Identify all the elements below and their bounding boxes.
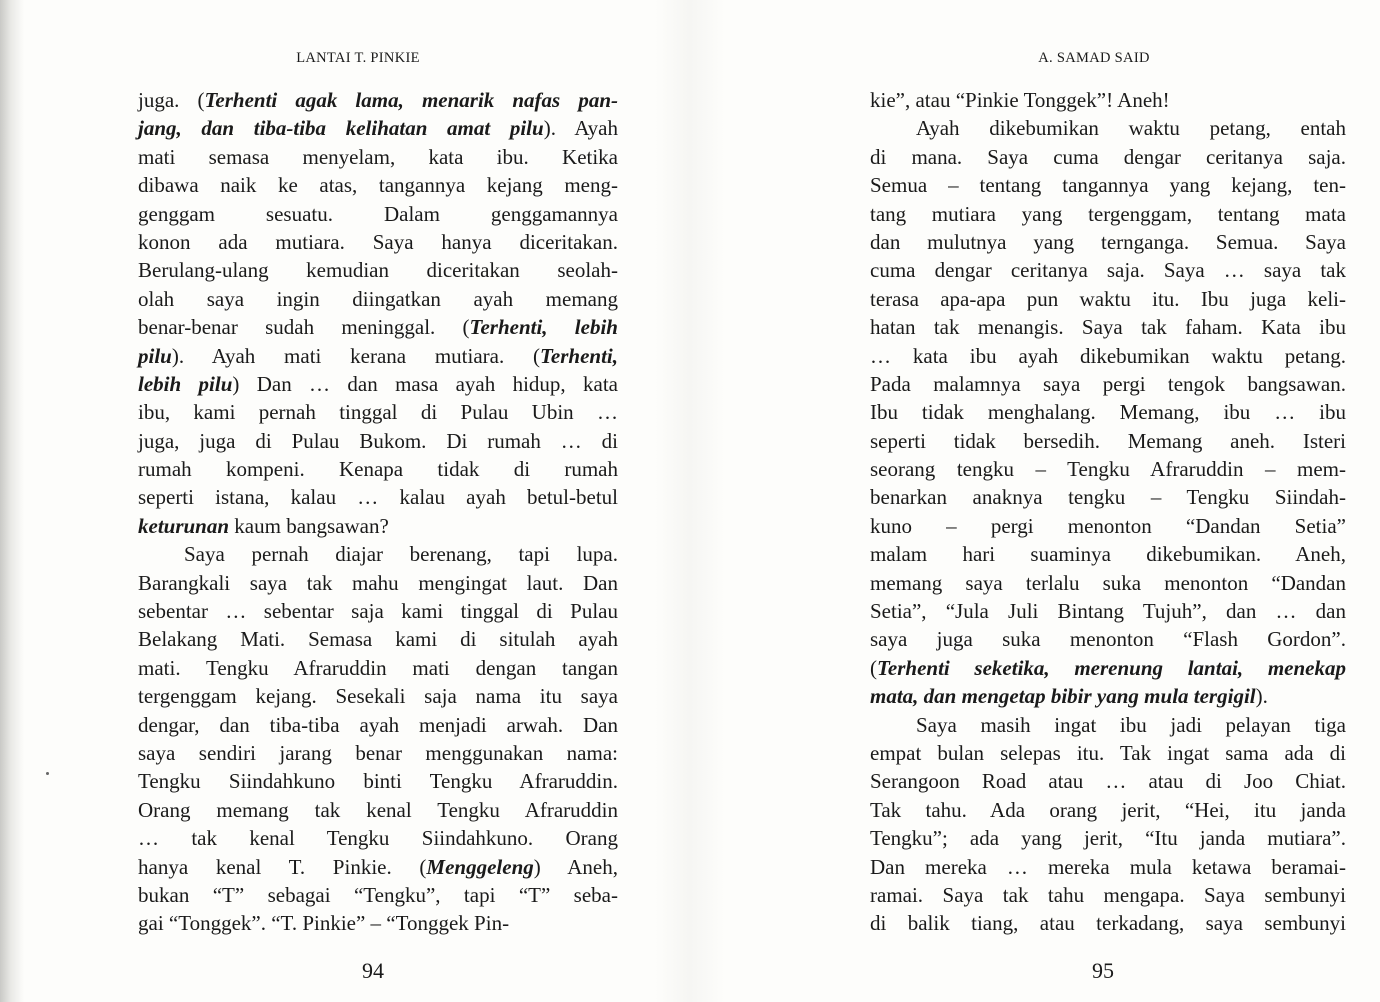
stage-direction: pilu <box>138 343 172 368</box>
text-line <box>138 625 618 653</box>
line-text: Saya pernah diajar berenang, tapi lupa. <box>184 542 618 567</box>
text-line <box>138 86 618 114</box>
text-line <box>870 228 1346 256</box>
line-text: memang saya terlalu suka menonton “Dandan <box>870 570 1346 595</box>
line-text: saya sendiri jarang benar menggunakan nama: <box>138 740 618 765</box>
stage-direction: jang, dan tiba-tiba kelihatan amat pilu <box>138 116 544 141</box>
line-text: seperti tidak bersedih. Memang aneh. Isteri <box>870 428 1346 453</box>
text-line <box>138 143 618 171</box>
text-line <box>138 824 618 852</box>
line-text: Tengku Siindahkuno binti Tengku Afraruddin. <box>138 769 618 794</box>
text-line <box>138 569 618 597</box>
text-line <box>138 228 618 256</box>
text-line <box>870 86 1346 114</box>
line-text: ( <box>870 655 877 680</box>
page-number-left: 94 <box>362 958 384 983</box>
line-text: di balik tiang, atau terkadang, saya sembunyi <box>870 911 1346 936</box>
line-text: olah saya ingin diingatkan ayah memang <box>138 286 618 311</box>
line-text: tang mutiara yang tergenggam, tentang mata <box>870 201 1346 226</box>
stage-direction: lebih pilu <box>138 371 233 396</box>
line-text: hanya kenal T. Pinkie. ( <box>138 854 427 879</box>
text-line <box>870 682 1346 710</box>
line-text: dibawa naik ke atas, tangannya kejang meng- <box>138 173 618 198</box>
text-line <box>870 796 1346 824</box>
text-line <box>138 455 618 483</box>
text-line <box>870 342 1346 370</box>
line-text: seperti istana, kalau … kalau ayah betul-betul <box>138 485 618 510</box>
line-text: ). <box>1255 684 1268 709</box>
text-line <box>870 909 1346 937</box>
line-text: cuma dengar ceritanya saja. Saya … saya tak <box>870 258 1346 283</box>
stage-direction: Terhenti agak lama, menarik nafas pan- <box>204 88 618 112</box>
text-line <box>138 682 618 710</box>
text-line <box>870 398 1346 426</box>
left-page <box>138 0 618 1002</box>
line-text: empat bulan selepas itu. Tak ingat sama ada di <box>870 740 1346 765</box>
line-text: benar-benar sudah meninggal. ( <box>138 315 470 340</box>
text-line <box>870 767 1346 795</box>
line-text: sebentar … sebentar saja kami tinggal di Pulau <box>138 599 618 624</box>
line-text: ) Dan … dan masa ayah hidup, kata <box>232 371 618 396</box>
stage-direction: Terhenti, <box>540 343 618 368</box>
line-text: Orang memang tak kenal Tengku Afraruddin <box>138 797 618 822</box>
stage-direction: Terhenti seketika, merenung lantai, menekap <box>877 655 1346 680</box>
text-line <box>870 313 1346 341</box>
line-text: kie”, atau “Pinkie Tonggek”! Aneh! <box>870 88 1170 112</box>
text-line <box>138 853 618 881</box>
text-line <box>870 256 1346 284</box>
right-page-body <box>870 86 1346 938</box>
line-text: Dan mereka … mereka mula ketawa beramai- <box>870 854 1346 879</box>
text-line <box>870 824 1346 852</box>
line-text: Ayah dikebumikan waktu petang, entah <box>916 116 1346 141</box>
text-line <box>138 398 618 426</box>
line-text: Pada malamnya saya pergi tengok bangsawan. <box>870 371 1346 396</box>
line-text: Saya masih ingat ibu jadi pelayan tiga <box>916 712 1346 737</box>
right-page <box>870 0 1346 1002</box>
line-text: ramai. Saya tak tahu mengapa. Saya sembunyi <box>870 882 1346 907</box>
text-line <box>870 171 1346 199</box>
text-line <box>138 711 618 739</box>
text-line <box>870 540 1346 568</box>
stage-direction: Terhenti, lebih <box>469 315 618 340</box>
line-text: ) Aneh, <box>533 854 619 879</box>
line-text: benarkan anaknya tengku – Tengku Siindah- <box>870 485 1346 510</box>
text-line <box>870 625 1346 653</box>
stage-direction: mata, dan mengetap bibir yang mula tergigil <box>870 684 1256 709</box>
ink-speck <box>46 772 49 775</box>
line-text: Barangkali saya tak mahu mengingat laut. Dan <box>138 570 618 595</box>
text-line <box>138 313 618 341</box>
line-text: dan mulutnya yang ternganga. Semua. Saya <box>870 229 1346 254</box>
line-text: Berulang-ulang kemudian diceritakan seolah- <box>138 258 618 283</box>
line-text: ). Ayah mati kerana mutiara. ( <box>171 343 540 368</box>
text-line <box>870 455 1346 483</box>
text-line <box>138 171 618 199</box>
running-head-right: A. SAMAD SAID <box>1038 50 1150 66</box>
text-line <box>870 597 1346 625</box>
text-line <box>138 483 618 511</box>
line-text: tergenggam kejang. Sesekali saja nama itu saya <box>138 684 618 709</box>
line-text: juga. ( <box>138 88 205 112</box>
line-text: Ibu tidak menghalang. Memang, ibu … ibu <box>870 400 1346 425</box>
line-text: gai “Tonggek”. “T. Pinkie” – “Tonggek Pin- <box>138 911 510 936</box>
line-text: kaum bangsawan? <box>229 513 389 538</box>
line-text: Serangoon Road atau … atau di Joo Chiat. <box>870 769 1346 794</box>
text-line <box>870 427 1346 455</box>
text-line <box>870 881 1346 909</box>
text-line <box>138 200 618 228</box>
line-text: seorang tengku – Tengku Afraruddin – mem- <box>870 457 1346 482</box>
text-line <box>870 483 1346 511</box>
line-text: Tak tahu. Ada orang jerit, “Hei, itu janda <box>870 797 1346 822</box>
text-line <box>870 512 1346 540</box>
line-text: rumah kompeni. Kenapa tidak di rumah <box>138 457 618 482</box>
line-text: Tengku”; ada yang jerit, “Itu janda mutiara”. <box>870 826 1346 851</box>
line-text: juga, juga di Pulau Bukom. Di rumah … di <box>138 428 618 453</box>
text-line <box>138 597 618 625</box>
text-line <box>138 256 618 284</box>
text-line <box>138 512 618 540</box>
running-head-left: LANTAI T. PINKIE <box>296 50 420 66</box>
text-line <box>870 114 1346 142</box>
line-text: genggam sesuatu. Dalam genggamannya <box>138 201 618 226</box>
text-line <box>138 909 618 937</box>
line-text: ). Ayah <box>543 116 618 141</box>
line-text: Setia”, “Jula Juli Bintang Tujuh”, dan … dan <box>870 599 1346 624</box>
stage-direction: keturunan <box>138 513 230 538</box>
text-line <box>138 342 618 370</box>
line-text: konon ada mutiara. Saya hanya diceritakan. <box>138 229 618 254</box>
text-line <box>870 739 1346 767</box>
text-line <box>138 540 618 568</box>
line-text: mati semasa menyelam, kata ibu. Ketika <box>138 144 618 169</box>
text-line <box>138 285 618 313</box>
text-line <box>138 654 618 682</box>
line-text: Belakang Mati. Semasa kami di situlah ayah <box>138 627 618 652</box>
text-line <box>138 370 618 398</box>
left-page-body <box>138 86 618 938</box>
line-text: … tak kenal Tengku Siindahkuno. Orang <box>138 826 618 851</box>
line-text: terasa apa-apa pun waktu itu. Ibu juga keli- <box>870 286 1346 311</box>
line-text: bukan “T” sebagai “Tengku”, tapi “T” seba- <box>138 882 618 907</box>
text-line <box>870 143 1346 171</box>
page-edge-shadow <box>0 0 24 1002</box>
text-line <box>870 285 1346 313</box>
text-line <box>138 739 618 767</box>
line-text: Semua – tentang tangannya yang kejang, ten- <box>870 173 1346 198</box>
text-line <box>870 853 1346 881</box>
line-text: malam hari suaminya dikebumikan. Aneh, <box>870 542 1346 567</box>
text-line <box>870 569 1346 597</box>
text-line <box>138 427 618 455</box>
line-text: hatan tak menangis. Saya tak faham. Kata ibu <box>870 315 1346 340</box>
line-text: kuno – pergi menonton “Dandan Setia” <box>870 513 1346 538</box>
text-line <box>138 881 618 909</box>
stage-direction: Menggeleng <box>426 854 534 879</box>
line-text: mati. Tengku Afraruddin mati dengan tangan <box>138 655 618 680</box>
text-line <box>138 767 618 795</box>
line-text: dengar, dan tiba-tiba ayah menjadi arwah. Dan <box>138 712 618 737</box>
line-text: di mana. Saya cuma dengar ceritanya saja. <box>870 144 1346 169</box>
line-text: … kata ibu ayah dikebumikan waktu petang. <box>870 343 1346 368</box>
text-line <box>870 654 1346 682</box>
text-line <box>138 796 618 824</box>
text-line <box>870 200 1346 228</box>
line-text: ibu, kami pernah tinggal di Pulau Ubin … <box>138 400 618 425</box>
page-number-right: 95 <box>1092 958 1114 983</box>
text-line <box>138 114 618 142</box>
text-line <box>870 711 1346 739</box>
text-line <box>870 370 1346 398</box>
book-gutter <box>655 0 725 1002</box>
line-text: saya juga suka menonton “Flash Gordon”. <box>870 627 1346 652</box>
